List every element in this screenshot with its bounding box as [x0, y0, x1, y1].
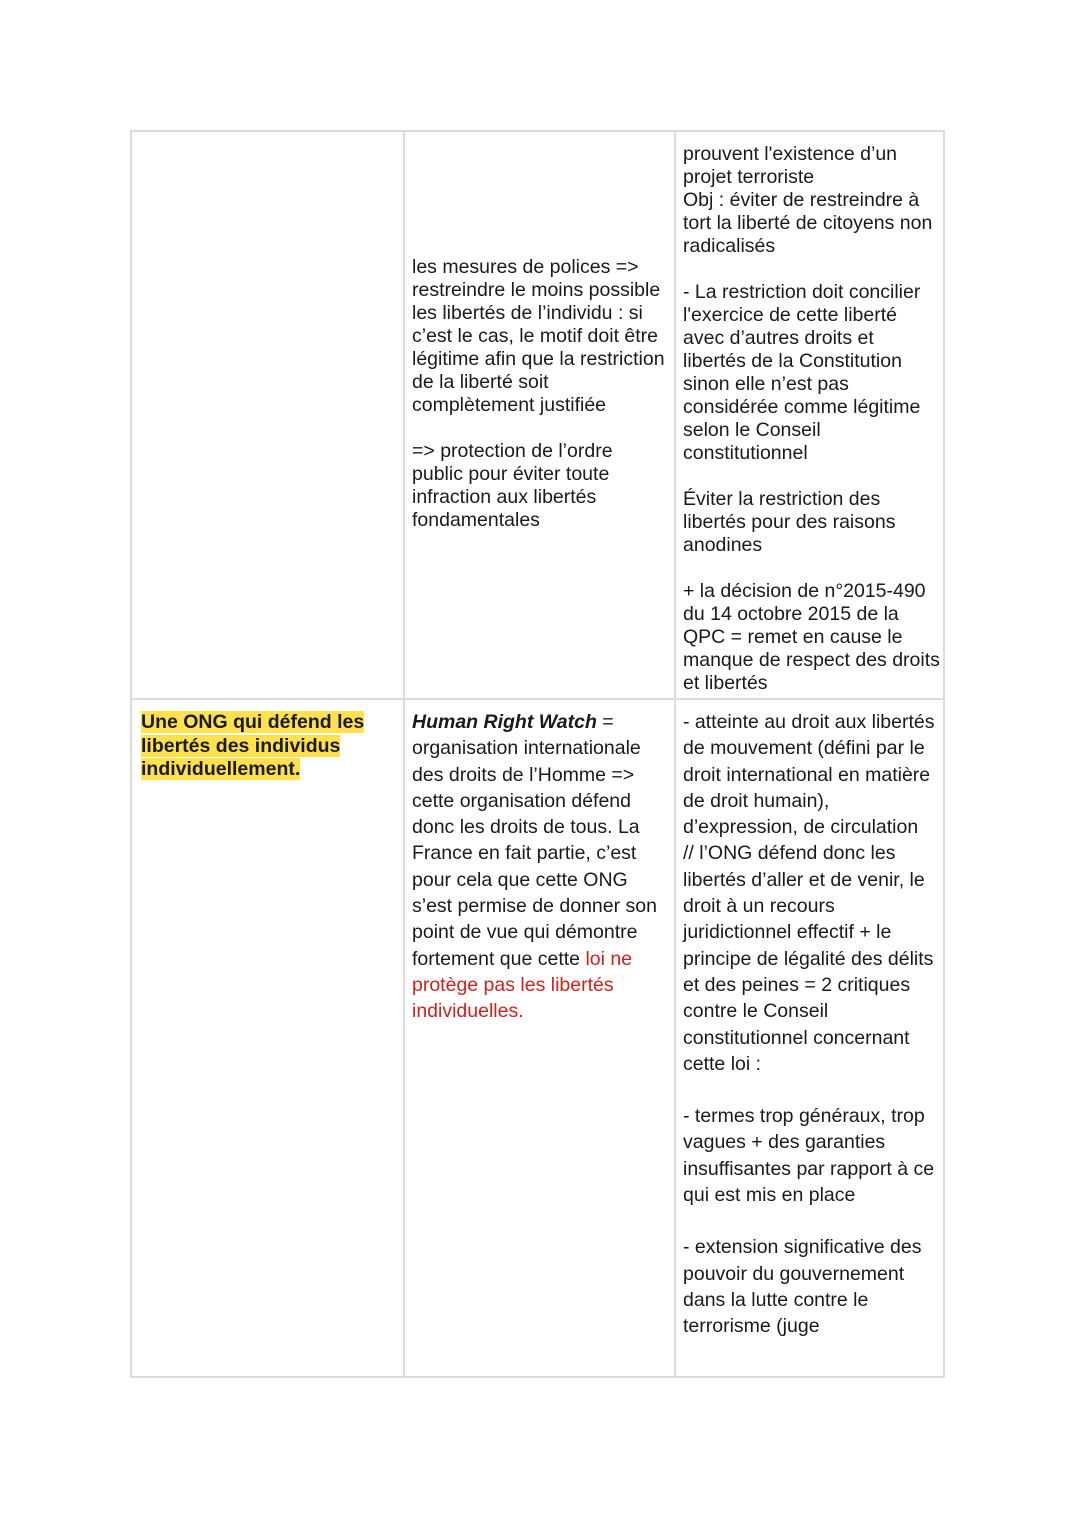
org-description: = organisation internationale des droits de l’Homme => cette organisation défend donc les droits de tous. La France en fait partie, c’est pour cela que cette ONG s’est permise de donner son point de vue qui démontre fortement que cette — [412, 711, 657, 970]
row1-col3-paragraph-4: Éviter la restriction des libertés pour des raisons anodines — [683, 488, 896, 556]
row2-col2-cell — [412, 709, 667, 1025]
row2-col3-paragraph-3: - termes trop généraux, trop vagues + des garanties insuffisantes par rapport à ce qui est mis en place — [683, 1105, 935, 1207]
highlighted-heading: Une ONG qui défend les libertés des individus individuellement. — [141, 711, 365, 780]
notes-table — [130, 130, 945, 1378]
row1-col2-cell — [412, 256, 667, 532]
row1-col2-paragraph-1: les mesures de polices => restreindre le moins possible les libertés de l’individu : si c’est le cas, le motif doit être légitime afin que la restriction de la liberté soit complètement justifiée — [412, 256, 665, 416]
column-divider-2 — [674, 132, 676, 1376]
row2-col3-paragraph-2: // l’ONG défend donc les libertés d’aller et de venir, le droit à un recours juridictionnel effectif + le principe de légalité des délits et des peines = 2 critiques contre le Conseil constitutionnel concernant cette loi : — [683, 842, 934, 1075]
row2-col3-paragraph-1: - atteinte au droit aux libertés de mouvement (défini par le droit international en matière de droit humain), d’expression, de circulation — [683, 711, 935, 839]
row1-col3-paragraph-5: + la décision de n°2015-490 du 14 octobre 2015 de la QPC = remet en cause le manque de respect des droits et libertés — [683, 580, 940, 694]
row2-col3-paragraph-4: - extension significative des pouvoir du gouvernement dans la lutte contre le terrorisme (juge — [683, 1236, 922, 1338]
row-divider — [132, 698, 943, 700]
row2-col2-paragraph — [412, 709, 667, 1025]
row1-col3-cell — [683, 143, 941, 695]
red-emphasis-text: loi ne protège pas les libertés individuelles. — [412, 947, 633, 1023]
row2-col1-cell — [141, 711, 391, 782]
row1-col3-paragraph-3: - La restriction doit concilier l'exercice de cette liberté avec d’autres droits et libertés de la Constitution sinon elle n’est pas considérée comme légitime selon le Conseil constitutionnel — [683, 281, 921, 464]
row1-col3-paragraph-2: Obj : éviter de restreindre à tort la liberté de citoyens non radicalisés — [683, 189, 933, 257]
column-divider-1 — [403, 132, 405, 1376]
row1-col2-paragraph-2: => protection de l’ordre public pour éviter toute infraction aux libertés fondamentales — [412, 440, 613, 531]
row2-col3-cell — [683, 709, 941, 1340]
row1-col3-paragraph-1: prouvent l'existence d’un projet terroriste — [683, 143, 898, 188]
org-name: Human Right Watch — [412, 711, 597, 733]
